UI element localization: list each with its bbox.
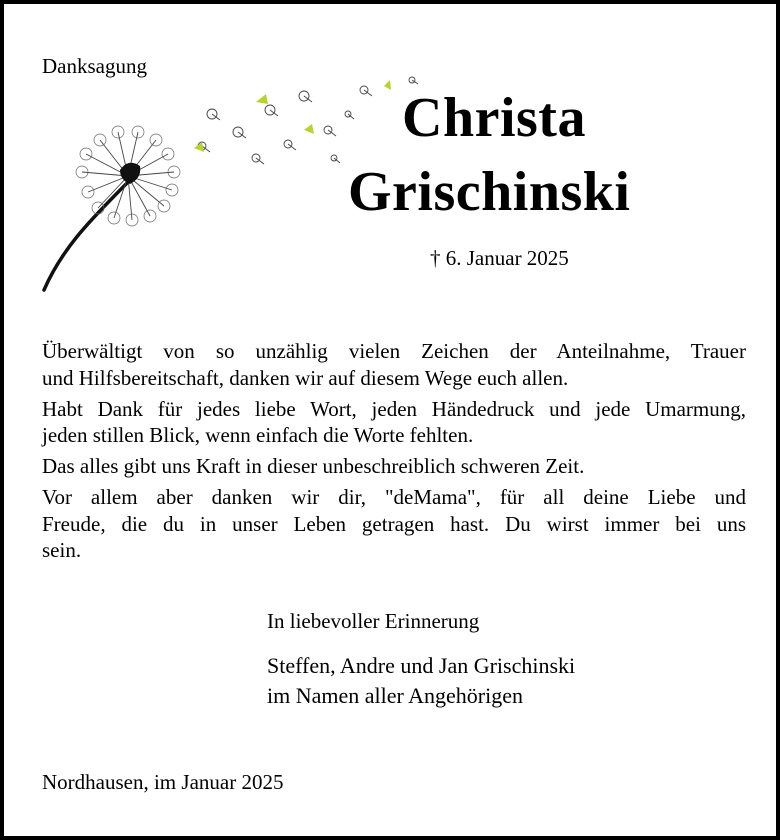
signers-names: Steffen, Andre und Jan Grischinski	[267, 653, 576, 678]
text-line: Überwältigt von so unzählig vielen Zeichen der Anteilnahme, Trauer	[42, 339, 746, 363]
text-line: Vor allem aber danken wir dir, "deMama", für all deine Liebe und	[42, 485, 746, 509]
text-line: sein.	[42, 538, 82, 562]
paragraph	[42, 396, 746, 449]
text-line: Habt Dank für jedes liebe Wort, jeden Händedruck und jede Umarmung,	[42, 396, 746, 421]
text-line: Freude, die du in unser Leben getragen hast. Du wirst immer bei uns	[42, 511, 746, 536]
text-line: jeden stillen Blick, wenn einfach die Worte fehlten.	[42, 423, 474, 447]
place-and-date: Nordhausen, im Januar 2025	[42, 770, 284, 794]
thank-you-text	[42, 338, 746, 568]
paragraph	[42, 338, 746, 391]
text-line: und Hilfsbereitschaft, danken wir auf diesem Wege euch allen.	[42, 365, 569, 390]
paragraph	[42, 453, 746, 480]
dandelion-seed-icon	[198, 77, 418, 164]
dandelion-icon	[44, 126, 180, 290]
death-date: † 6. Januar 2025	[430, 246, 569, 270]
paragraph	[42, 484, 746, 564]
signers-relation: im Namen aller Angehörigen	[267, 683, 523, 708]
text-line: Das alles gibt uns Kraft in dieser unbeschreiblich schweren Zeit.	[42, 454, 585, 478]
deceased-last-name: Grischinski	[348, 161, 631, 223]
notice-heading: Danksagung	[42, 54, 147, 78]
signers	[267, 651, 575, 711]
closing-phrase: In liebevoller Erinnerung	[267, 609, 480, 633]
deceased-first-name: Christa	[402, 87, 586, 149]
butterfly-icon	[194, 80, 391, 152]
